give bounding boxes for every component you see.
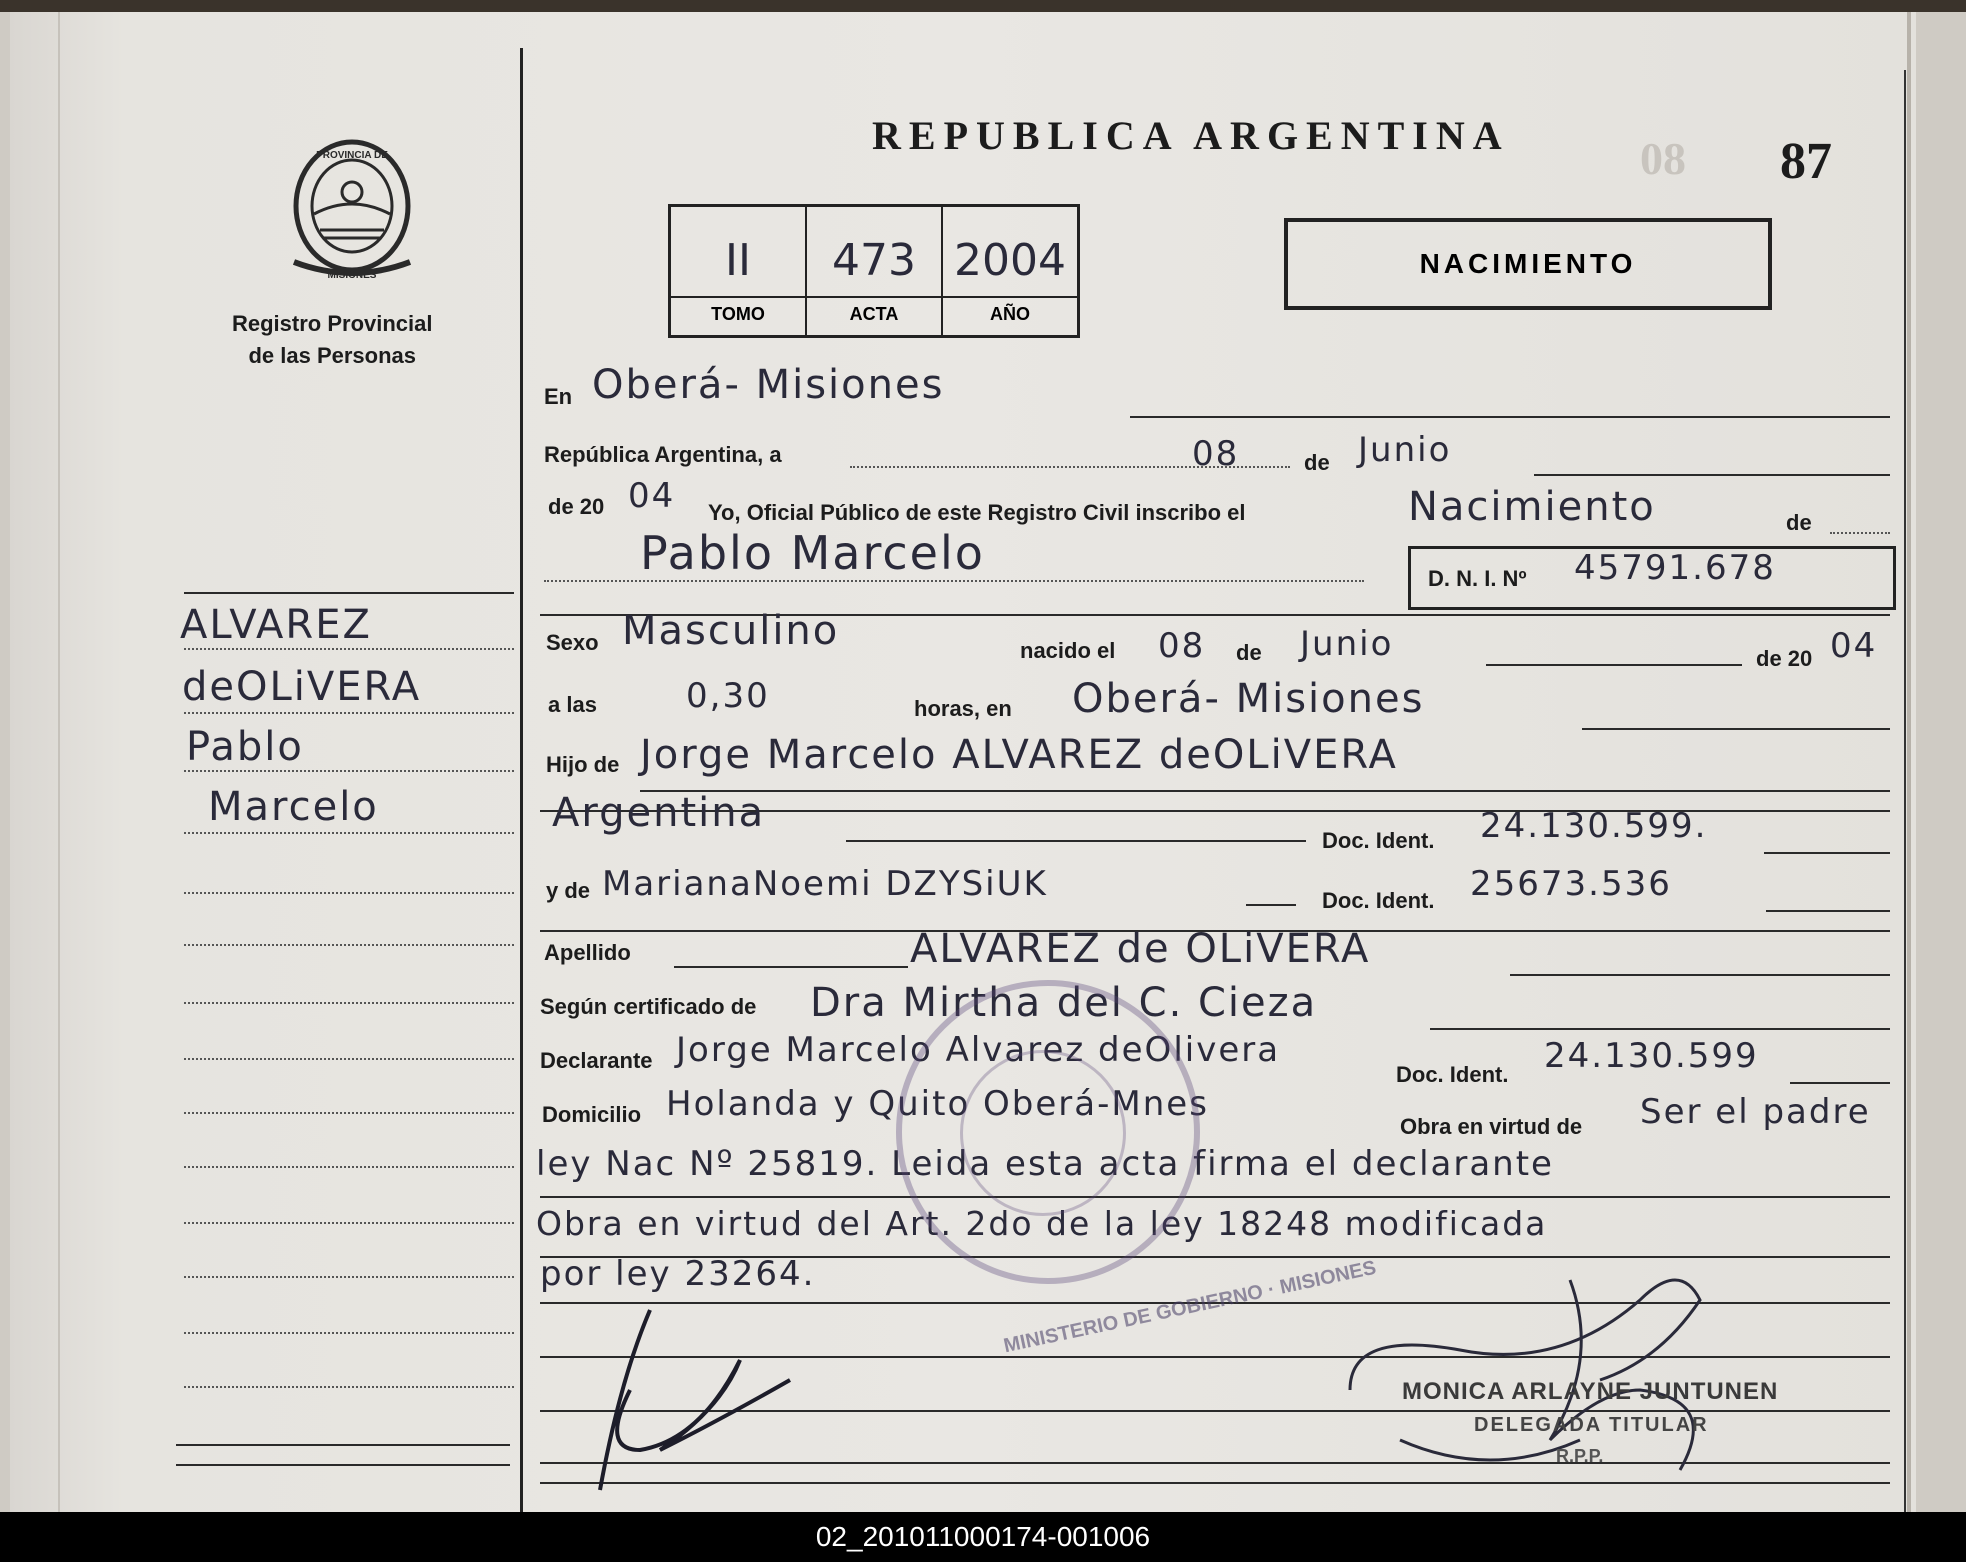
margin-line [184,712,514,714]
margin-line [184,1276,514,1278]
republica-label: República Argentina, a [544,442,782,467]
margin-rule [176,1464,510,1466]
registry-name: Registro Provincial de las Personas [232,311,433,368]
anio-label: AÑO [943,296,1077,325]
margin-line [184,1386,514,1388]
margin-line [184,1112,514,1114]
sexo-value: Masculino [622,608,840,654]
declarante-label: Declarante [540,1048,653,1073]
margin-rule [176,1444,510,1446]
de20-label-2: de 20 [1756,646,1813,671]
line [1510,974,1890,976]
dni-value: 45791.678 [1574,548,1776,588]
margin-rule [184,592,514,594]
acta-cell [807,207,943,335]
acta-value: 473 [832,235,916,286]
margin-divider [520,48,523,1512]
page-number: 87 [1780,133,1832,190]
margin-line [184,1002,514,1004]
nacido-anio-value: 04 [1830,626,1878,666]
padre-doc-value: 24.130.599. [1480,806,1708,846]
declarant-signature [560,1300,800,1500]
emblem-top-text: PROVINCIA DE [316,150,388,161]
sexo-label: Sexo [546,630,599,655]
domicilio-label: Domicilio [542,1102,642,1127]
official-name: MONICA ARLAYNE JUNTUNEN [1402,1378,1779,1405]
margin-line [184,892,514,894]
record-type-box: NACIMIENTO [1284,218,1772,310]
nacido-dia-value: 08 [1158,626,1206,666]
padre-value: Jorge Marcelo ALVAREZ deOLiVERA [640,732,1398,778]
madre-doc-value: 25673.536 [1470,864,1672,904]
dia-value: 08 [1192,434,1240,474]
margin-line [184,1058,514,1060]
de20-label: de 20 [548,494,605,519]
note-line-1: ley Nac Nº 25819. Leida esta acta firma el declarante [536,1144,1554,1184]
doc-label-3: Doc. Ident. [1396,1062,1509,1087]
line [640,790,1890,792]
nacido-mes-value: Junio [1300,624,1394,664]
de-label-3: de [1236,640,1262,665]
doc-label-2: Doc. Ident. [1322,888,1435,913]
domicilio-value: Holanda y Quito Oberá-Mnes [666,1084,1209,1124]
country-title: REPUBLICA ARGENTINA [872,113,1510,158]
declarante-doc-value: 24.130.599 [1544,1036,1759,1076]
hijo-label: Hijo de [546,752,620,777]
mes-value: Junio [1358,430,1452,470]
emblem-bottom-text: MISIONES [327,270,377,281]
anio-cell [943,207,1077,335]
segun-label: Según certificado de [540,994,757,1019]
official-role: DELEGADA TITULAR [1474,1414,1709,1436]
doc-label: Doc. Ident. [1322,828,1435,853]
scan-filename: 02_201011000174-001006 [815,1521,1151,1552]
tomo-cell [671,207,807,335]
official-initials: R.P.P. [1556,1446,1604,1466]
margin-line [184,832,514,834]
line [1830,532,1890,534]
de-label: de [1304,450,1330,475]
line [1766,910,1890,912]
margin-surname-2: deOLiVERA [182,664,422,710]
certificado-value: Dra Mirtha del C. Cieza [810,980,1318,1026]
apellido-label: Apellido [544,940,631,965]
nombre-value: Pablo Marcelo [640,526,985,580]
line [1764,852,1890,854]
line [1430,1028,1890,1030]
line [540,1196,1890,1198]
obra-value: Ser el padre [1640,1092,1871,1132]
margin-line [184,770,514,772]
faint-stamped-number: 08 [1640,133,1686,184]
madre-value: MarianaNoemi DZYSiUK [602,864,1048,904]
obra-label: Obra en virtud de [1400,1114,1583,1139]
line [1130,416,1890,418]
province-emblem-icon [284,134,420,284]
horas-label: horas, en [914,696,1012,721]
record-reference-box [668,204,1080,338]
apellido-value: ALVAREZ de OLiVERA [910,926,1371,972]
note-line-3: por ley 23264. [540,1254,816,1294]
en-label: En [544,384,573,409]
line [1582,728,1890,730]
official-stamp-inner [960,1050,1126,1216]
alas-label: a las [548,692,597,717]
anio-value: 2004 [954,235,1066,286]
nacido-label: nacido el [1020,638,1116,663]
margin-line [184,1332,514,1334]
line [1534,474,1890,476]
hora-value: 0,30 [686,676,770,716]
anio-short-value: 04 [628,476,676,516]
padre-nacionalidad-value: Argentina [552,790,766,836]
margin-line [184,1166,514,1168]
margin-line [184,648,514,650]
line [1790,1082,1890,1084]
line [846,840,1306,842]
lugar-nac-value: Oberá- Misiones [1072,676,1425,722]
tomo-label: TOMO [671,296,805,325]
official-signature [1340,1240,1760,1480]
yde-label: y de [546,878,591,903]
margin-middle-name: Marcelo [208,784,379,830]
acta-label: ACTA [807,296,941,325]
declarante-value: Jorge Marcelo Alvarez deOlivera [676,1030,1281,1070]
line [674,966,908,968]
form-right-border [1904,70,1906,1512]
note-line-2: Obra en virtud del Art. 2do de la ley 18248 modificada [536,1204,1548,1243]
page-fold [58,12,60,1512]
stamp-text: MINISTERIO DE GOBIERNO · MISIONES [1001,1256,1379,1358]
line [1246,904,1296,906]
line [544,580,1364,582]
margin-line [184,1222,514,1224]
de-label-2: de [1786,510,1812,535]
line [1486,664,1742,666]
margin-line [184,944,514,946]
margin-first-name: Pablo [186,724,304,770]
dni-label: D. N. I. Nº [1428,566,1527,591]
yo-label: Yo, Oficial Público de este Registro Civil inscribo el [708,500,1246,525]
lugar-value: Oberá- Misiones [592,362,945,408]
acto-value: Nacimiento [1408,484,1656,530]
paper-edge [1907,12,1911,1512]
tomo-value: II [725,235,751,286]
margin-surname: ALVAREZ [180,602,372,648]
